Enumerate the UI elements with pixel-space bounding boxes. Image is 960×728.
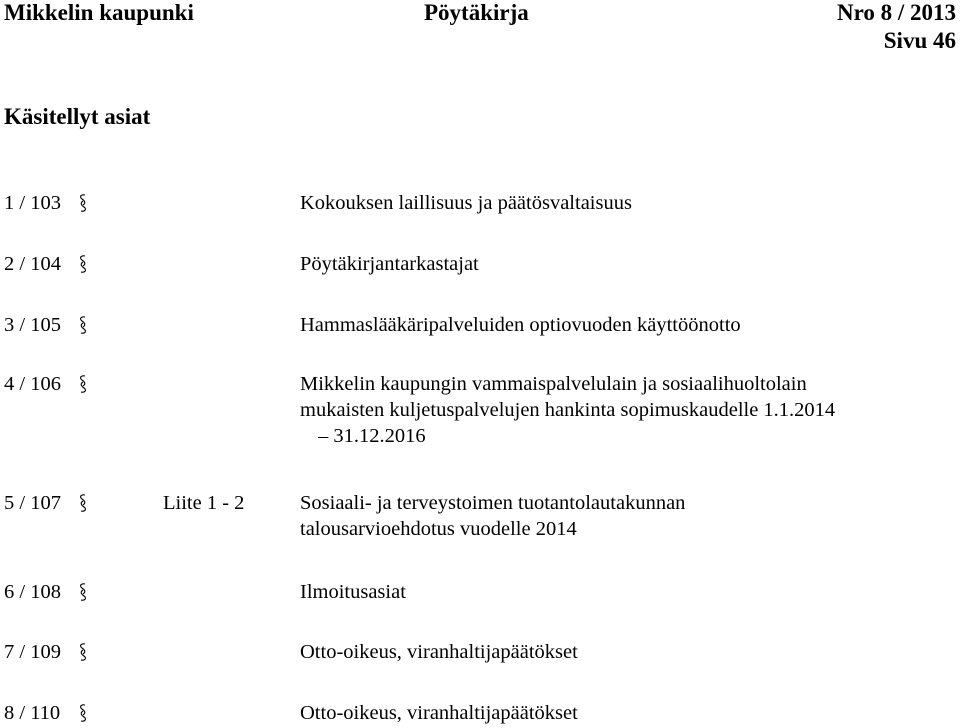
item-title-line: Pöytäkirjantarkastajat (300, 253, 479, 275)
section-mark-icon (78, 642, 88, 662)
item-title (300, 371, 950, 449)
item-title (300, 190, 950, 216)
item-title-line: talousarvioehdotus vuodelle 2014 (300, 518, 577, 540)
section-mark-icon (78, 374, 88, 394)
section-mark-icon (78, 315, 88, 335)
document-number: Nro 8 / 2013 (836, 0, 956, 25)
item-title-line: Mikkelin kaupungin vammaispalvelulain ja sosiaalihuoltolain (300, 373, 807, 395)
section-mark-icon (78, 193, 88, 213)
item-title-line: Otto-oikeus, viranhaltijapäätökset (300, 641, 578, 663)
item-title-line: Sosiaali- ja terveystoimen tuotantolautakunnan (300, 492, 686, 514)
item-title (300, 700, 950, 726)
attachment-label: Liite 1 - 2 (163, 492, 245, 514)
item-title (300, 251, 950, 277)
item-number: 2 / 104 (4, 253, 61, 275)
item-title (300, 639, 950, 665)
section-title: Käsitellyt asiat (4, 104, 151, 129)
item-number: 5 / 107 (4, 492, 61, 514)
document-header (0, 0, 960, 60)
item-number: 1 / 103 (4, 192, 61, 214)
item-number: 7 / 109 (4, 641, 61, 663)
item-title-line: Kokouksen laillisuus ja päätösvaltaisuus (300, 192, 632, 214)
item-number: 4 / 106 (4, 373, 61, 395)
item-number: 6 / 108 (4, 581, 61, 603)
item-title-line: mukaisten kuljetuspalvelujen hankinta sopimuskaudelle 1.1.2014 (300, 399, 836, 421)
item-title-line: – 31.12.2016 (318, 425, 426, 447)
item-title (300, 579, 950, 605)
item-title-line: Otto-oikeus, viranhaltijapäätökset (300, 702, 578, 724)
item-number: 3 / 105 (4, 314, 61, 336)
document-type: Pöytäkirja (424, 0, 529, 25)
section-mark-icon (78, 493, 88, 513)
item-title (300, 490, 950, 542)
page-number: Sivu 46 (883, 28, 956, 53)
section-mark-icon (78, 254, 88, 274)
item-title (300, 312, 950, 338)
item-title-line: Ilmoitusasiat (300, 581, 406, 603)
section-mark-icon (78, 582, 88, 602)
section-mark-icon (78, 703, 88, 723)
item-number: 8 / 110 (4, 702, 61, 724)
item-title-line: Hammaslääkäripalveluiden optiovuoden käyttöönotto (300, 314, 741, 336)
organization-name: Mikkelin kaupunki (4, 0, 194, 25)
